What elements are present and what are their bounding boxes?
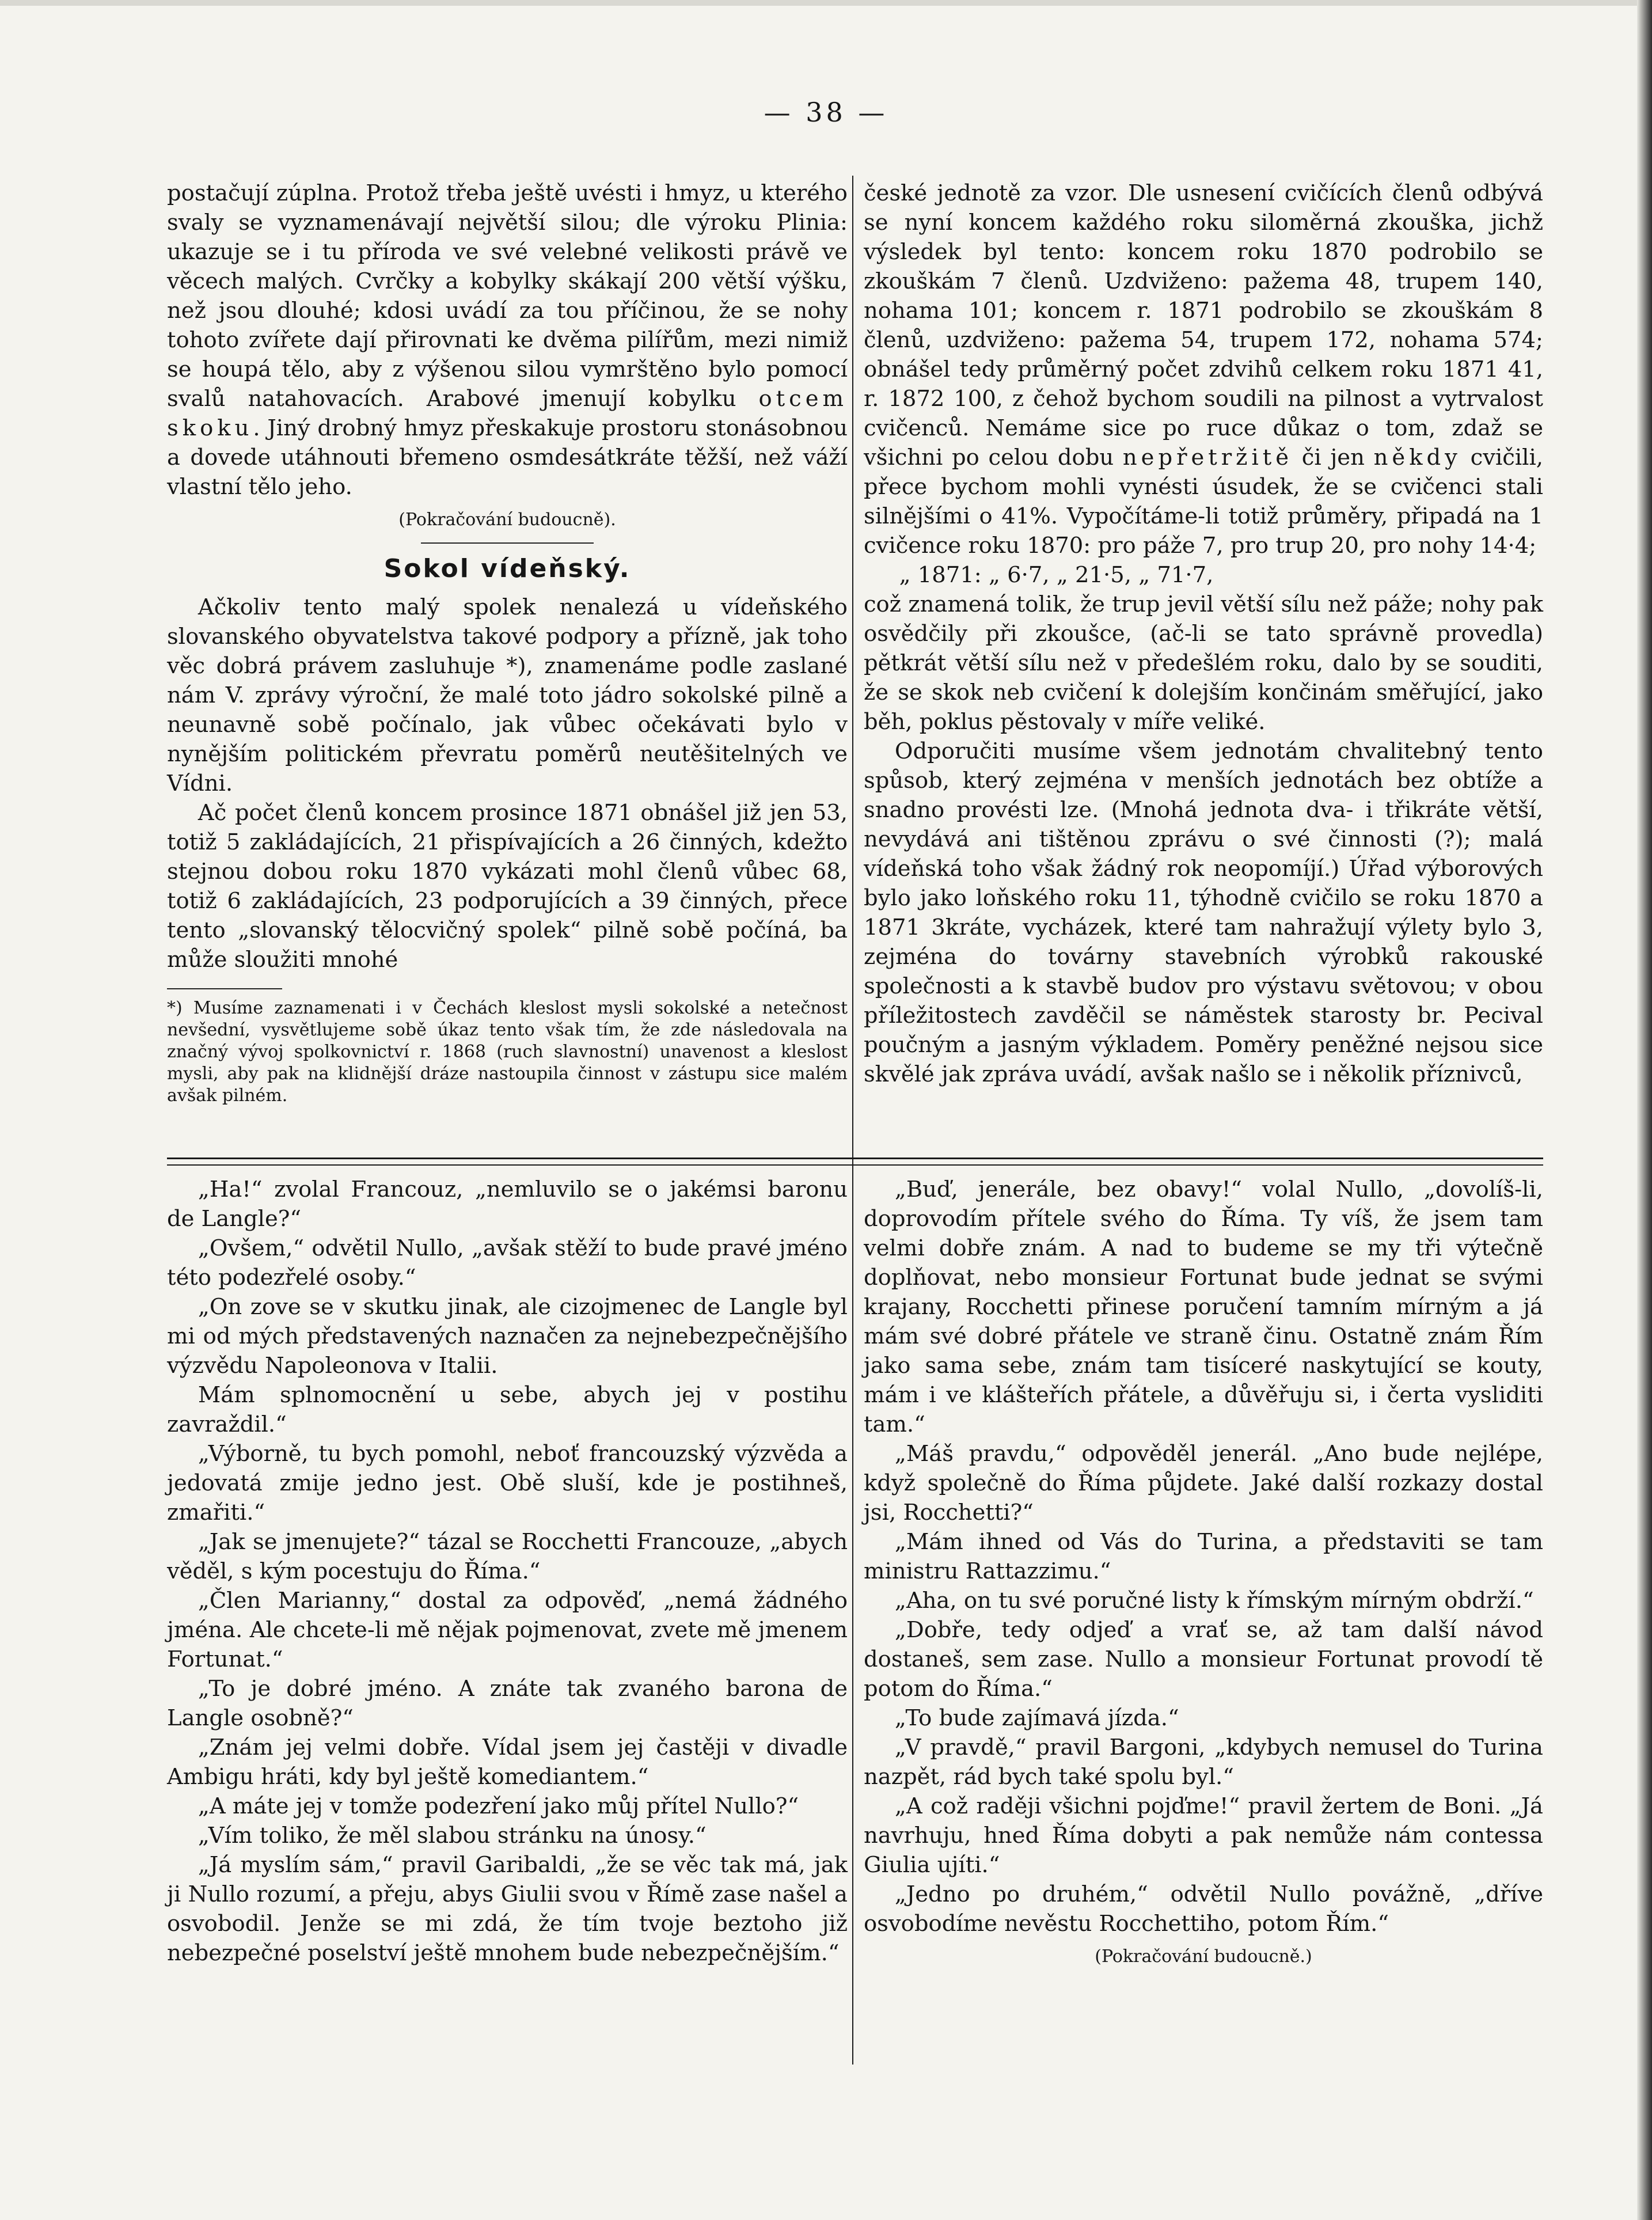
- story-paragraph: „Aha, on tu své poručné listy k římským mírným obdrží.“: [894, 1588, 1534, 1614]
- page-right-edge: [1637, 0, 1652, 2220]
- story-paragraph: „Ovšem,“ odvětil Nullo, „avšak stěží to bude pravé jméno této podezřelé osoby.“: [167, 1235, 848, 1291]
- story-column-right: [864, 1175, 1543, 2010]
- article-paragraph: Ačkoliv tento malý spolek nenalezá u vídeňského slovanského obyvatelstva takové podpory a přízně, jak toho věc dobrá právem zasluhuje *), znamenáme podle zaslané nám V. zprávy výroční, že malé toto jádro sokolské pilně a neunavně sobě počínalo, jak vůbec očekávati bylo v nynějším politickém převratu poměrů neutěšitelných ve Vídni.: [167, 594, 848, 796]
- page-number: — 38 —: [764, 97, 888, 128]
- continuation-note: (Pokračování budoucně).: [398, 510, 616, 530]
- footnote-text: *) Musíme zaznamenati i v Čechách kleslost mysli sokolské a netečnost nevšední, vysvětlujeme sobě úkaz tento však tím, že zde následovala na značný vývoj spolkovnictví r. 1868 (ruch slavnostní) unavenost a kleslost mysli, aby pak na klidnější dráze nastoupila činnost v zástupu sice malém avšak pilném.: [167, 998, 848, 1106]
- spaced-emphasis: otcem skoku: [167, 386, 848, 441]
- spaced-emphasis: nepřetržitě: [1122, 445, 1293, 470]
- story-paragraph: „Výborně, tu bych pomohl, neboť francouzský výzvěda a jedovatá zmije jedno jest. Obě sluší, kde je postihneš, zmařiti.“: [167, 1441, 848, 1525]
- story-paragraph: „Vím toliko, že měl slabou stránku na únosy.“: [198, 1823, 707, 1849]
- continuation-note: (Pokračování budoucně.): [1095, 1946, 1312, 1967]
- story-paragraph: „Buď, jenerále, bez obavy!“ volal Nullo, „dovolíš-li, doprovodím přítele svého do Říma. Ty víš, že jsem tam velmi dobře znám. A nad to budeme se my tři výtečně doplňovat, nebo monsieur Fortunat bude jednat se svými krajany, Rocchetti přinese poručení tamním mírným a já mám své dobré přátele ve straně činu. Ostatně znám Řím jako sama sebe, znám tam tisíceré naskytující se kouty, mám i ve klášteřích přátele, a důvěřuju si, i čerta vysliditi tam.“: [864, 1177, 1543, 1437]
- page-top-edge: [0, 0, 1652, 6]
- story-paragraph: „Jak se jmenujete?“ tázal se Rocchetti Francouze, „abych věděl, s kým pocestuju do Říma.“: [167, 1529, 848, 1584]
- article-column-top-right: [864, 179, 1543, 1139]
- story-paragraph: „A což raději všichni pojďme!“ pravil žertem de Boni. „Já navrhuju, hned Říma dobyti a pak nemůže nám contessa Giulia ujíti.“: [864, 1793, 1543, 1878]
- article-paragraph: Odporučiti musíme všem jednotám chvalitebný tento spůsob, který zejména v menších jednotách bez obtíže a snadno provésti lze. (Mnohá jednota dva- i třikráte větší, nevydává ani tištěnou zprávu o své činnosti (?); malá vídeňská toho však žádný rok neopomíjí.) Úřad výborových bylo jako loňského roku 11, týhodně cvičilo se roku 1870 a 1871 3kráte, vycházek, které tam nahražují výlety bylo 3, zejména do továrny stavebních výrobků rakouské společnosti a k stavbě budov pro výstavu světovou; v obou příležitostech zavděčil se náměstek starosty br. Pecival poučným a jasným výkladem. Poměry peněžné nejsou sice skvělé jak zpráva uvádí, avšak našlo se i několik příznivců,: [864, 738, 1543, 1087]
- article-paragraph: Ač počet členů koncem prosince 1871 obnášel již jen 53, totiž 5 zakládajících, 21 přispívajících a 26 činných, kdežto stejnou dobou roku 1870 vykázati mohl členů vůbec 68, totiž 6 zakládajících, 23 podporujících a 39 činných, přece tento „slovanský tělocvičný spolek“ pilně sobě počíná, ba může sloužiti mnohé: [167, 800, 848, 973]
- story-paragraph: „To je dobré jméno. A znáte tak zvaného barona de Langle osobně?“: [167, 1676, 848, 1731]
- story-paragraph: „Znám jej velmi dobře. Vídal jsem jej častěji v divadle Ambigu hráti, kdy byl ještě komediantem.“: [167, 1735, 848, 1790]
- section-divider-thin: [167, 1164, 1543, 1166]
- footnote-rule: [167, 988, 282, 989]
- column-divider: [852, 176, 853, 2065]
- text-run: či jen: [1293, 445, 1374, 470]
- spaced-emphasis: někdy: [1373, 445, 1461, 470]
- text-run: české jednotě za vzor. Dle usnesení cvičících členů odbývá se nyní koncem každého roku siloměrná zkouška, jichž výsledek byl tento: koncem roku 1870 podrobilo se zkouškám 7 členů. Uzdviženo: pažema 48, trupem 140, nohama 101; koncem r. 1871 podrobilo se zkouškám 8 členů, uzdviženo: pažema 54, trupem 172, nohama 574; obnášel tedy průměrný počet zdvihů celkem roku 1871 41, r. 1872 100, z čehož bychom soudili na pilnost a vytrvalost cvičenců. Nemáme sice po ruce důkaz o tom, zdaž se všichni po celou dobu: [864, 180, 1543, 470]
- story-column-left: [167, 1175, 848, 2062]
- text-run: . Jiný drobný hmyz přeskakuje prostoru stonásobnou a dovede utáhnouti břemeno osmdesátkráte těžší, než váží vlastní tělo jeho.: [167, 415, 848, 500]
- section-divider-thick: [167, 1158, 1543, 1159]
- story-paragraph: „Mám ihned od Vás do Turina, a představiti se tam ministru Rattazzimu.“: [864, 1529, 1543, 1584]
- article-paragraph: [167, 179, 848, 502]
- footnote: [167, 997, 848, 1107]
- story-paragraph: „V pravdě,“ pravil Bargoni, „kdybych nemusel do Turina nazpět, rád bych také spolu byl.“: [864, 1735, 1543, 1790]
- story-paragraph: „Já myslím sám,“ pravil Garibaldi, „že se věc tak má, jak ji Nullo rozumí, a přeju, abys Giulii svou v Římě zase našel a osvobodil. Jenže se mi zdá, že tím tvoje beztoho již nebezpečné poselství ještě mnohem bude nebezpečnějším.“: [167, 1852, 848, 1966]
- text-run: postačují zúplna. Protož třeba ještě uvésti i hmyz, u kterého svaly se vyznamenávají největší silou; dle výroku Plinia: ukazuje se i tu příroda ve své velebné velikosti právě ve věcech malých. Cvrčky a kobylky skákají 200 větší výšku, než jsou dlouhé; kdosi uvádí za tou příčinou, že se nohy tohoto zvířete dají přirovnati ke dvěma pilířům, mezi nimiž se houpá tělo, aby z výšenou silou vymrštěno bylo pomocí svalů natahovacích. Arabové jmenují kobylku: [167, 180, 848, 412]
- article-column-top-left: [167, 179, 848, 1106]
- story-paragraph: „Člen Marianny,“ dostal za odpověď, „nemá žádného jména. Ale chcete-li mě nějak pojmenovat, zvete mě jmenem Fortunat.“: [167, 1588, 848, 1672]
- story-paragraph: „To bude zajímavá jízda.“: [894, 1705, 1179, 1731]
- story-paragraph: „Máš pravdu,“ odpověděl jenerál. „Ano bude nejlépe, když společně do Říma půjdete. Jaké další rozkazy dostal jsi, Rocchetti?“: [864, 1441, 1543, 1525]
- stats-line: „ 1871: „ 6·7, „ 21·5, „ 71·7,: [899, 562, 1214, 588]
- article-paragraph: [864, 179, 1543, 560]
- short-divider: [421, 542, 594, 544]
- section-title: Sokol vídeňský.: [383, 554, 631, 583]
- story-paragraph: „Ha!“ zvolal Francouz, „nemluvilo se o jakémsi baronu de Langle?“: [167, 1177, 848, 1232]
- story-paragraph: „Dobře, tedy odjeď a vrať se, až tam další návod dostaneš, sem zase. Nullo a monsieur Fortunat provodí tě potom do Říma.“: [864, 1617, 1543, 1702]
- story-paragraph: „A máte jej v tomže podezření jako můj přítel Nullo?“: [198, 1793, 799, 1819]
- story-paragraph: „Jedno po druhém,“ odvětil Nullo povážně, „dříve osvobodíme nevěstu Rocchettiho, potom Řím.“: [864, 1881, 1543, 1937]
- article-paragraph: což znamená tolik, že trup jevil větší sílu než páže; nohy pak osvědčily při zkoušce, (ač-li se tato správně provedla) pětkrát větší sílu než v předešlém roku, dalo by se souditi, že se skok neb cvičení k dolejším končinám směřující, jako běh, poklus pěstovaly v míře veliké.: [864, 591, 1543, 735]
- story-paragraph: „On zove se v skutku jinak, ale cizojmenec de Langle byl mi od mých představených naznačen za nejnebezpečnějšího výzvědu Napoleonova v Italii.: [167, 1294, 848, 1379]
- text-run: cvičili, přece bychom mohli vynésti úsudek, že se cvičenci stali silnějšími o 41%. Vypočítáme-li totiž průměry, připadá na 1 cvičence roku 1870: pro páže 7, pro trup 20, pro nohy 14·4;: [864, 445, 1544, 559]
- story-paragraph: Mám splnomocnění u sebe, abych jej v postihu zavraždil.“: [167, 1382, 848, 1437]
